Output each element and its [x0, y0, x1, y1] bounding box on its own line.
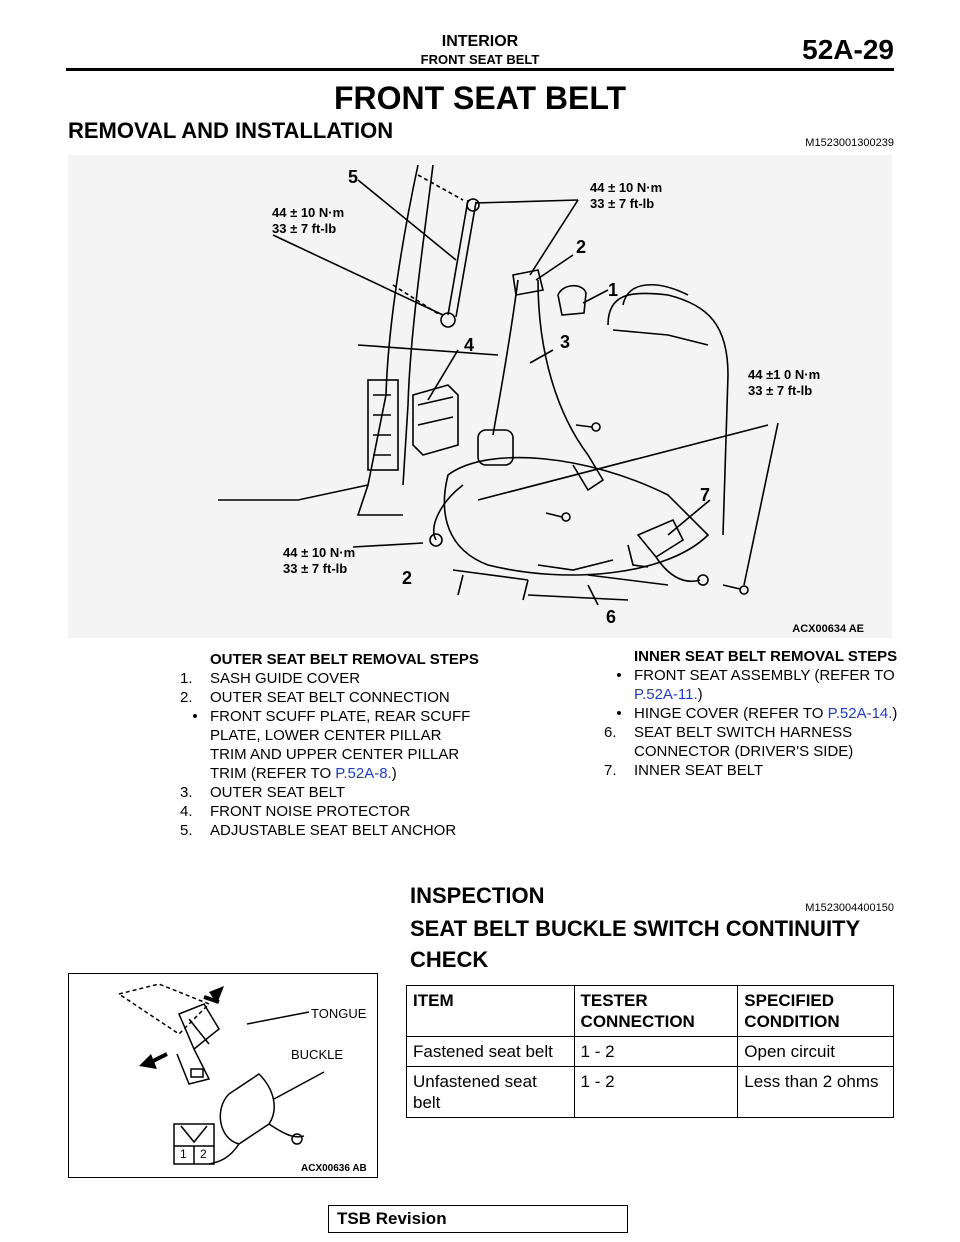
callout-5: 5 — [348, 167, 359, 187]
tsb-revision-box: TSB Revision — [328, 1205, 628, 1233]
continuity-check-heading: SEAT BELT BUCKLE SWITCH CONTINUITY CHECK — [410, 916, 860, 972]
pin-1-label: 1 — [180, 1147, 187, 1161]
list-item: • HINGE COVER (REFER TO P.52A-14.) — [616, 705, 898, 722]
page-title: FRONT SEAT BELT — [333, 80, 627, 116]
removal-heading: REMOVAL AND INSTALLATION — [68, 118, 394, 143]
callout-2-lower: 2 — [402, 568, 413, 588]
list-item: 1. SASH GUIDE COVER — [180, 670, 361, 687]
ref-link-52a-11[interactable]: P.52A-11. — [634, 686, 698, 703]
ref-link-52a-14[interactable]: P.52A-14. — [827, 705, 893, 722]
section-title: INTERIOR — [441, 33, 519, 50]
buckle-switch-diagram — [68, 973, 378, 1178]
inner-steps-list — [604, 647, 904, 780]
removal-diagram — [68, 155, 892, 638]
list-item: • FRONT SEAT ASSEMBLY (REFER TO P.52A-11.) — [616, 667, 895, 703]
torque-label-lap: 44 ± 10 N·m 33 ± 7 ft-lb — [283, 545, 356, 576]
list-item: 5. ADJUSTABLE SEAT BELT ANCHOR — [180, 822, 457, 839]
list-item: 3. OUTER SEAT BELT — [180, 784, 346, 801]
cell-condition: Less than 2 ohms — [738, 1067, 894, 1118]
table-row — [407, 1067, 894, 1118]
list-item: 6. SEAT BELT SWITCH HARNESS CONNECTOR (DRIVER'S SIDE) — [604, 724, 854, 760]
continuity-table — [406, 985, 894, 1118]
header-specified-condition: SPECIFIED CONDITION — [738, 986, 894, 1037]
list-item: 4. FRONT NOISE PROTECTOR — [180, 803, 411, 820]
callout-3: 3 — [560, 332, 571, 352]
cell-item: Unfastened seat belt — [407, 1067, 575, 1118]
figure-id-buckle: ACX00636 AB — [301, 1163, 367, 1174]
callout-7: 7 — [700, 485, 711, 505]
buckle-tongue-illustration — [69, 974, 377, 1177]
header-item: ITEM — [407, 986, 575, 1037]
buckle-label: BUCKLE — [291, 1047, 344, 1062]
inspection-code: M1523004400150 — [805, 902, 894, 914]
inspection-heading: INSPECTION — [410, 883, 545, 908]
list-item: 7. INNER SEAT BELT — [604, 762, 764, 779]
list-item: 2. OUTER SEAT BELT CONNECTION — [180, 689, 450, 706]
header-rule — [66, 68, 894, 71]
list-item: • FRONT SCUFF PLATE, REAR SCUFF PLATE, LOWER CENTER PILLAR TRIM AND UPPER CENTER PILLAR TRIM (REFER TO P.52A-8.) — [192, 708, 471, 782]
cell-condition: Open circuit — [738, 1037, 894, 1067]
callout-6: 6 — [606, 607, 617, 627]
ref-link-52a-8[interactable]: P.52A-8. — [335, 765, 392, 782]
callout-1: 1 — [608, 280, 619, 300]
table-row — [407, 1037, 894, 1067]
cell-item: Fastened seat belt — [407, 1037, 575, 1067]
torque-label-inner: 44 ±1 0 N·m 33 ± 7 ft-lb — [748, 367, 821, 398]
pin-2-label: 2 — [200, 1147, 207, 1161]
tongue-label: TONGUE — [311, 1006, 367, 1021]
section-subtitle: FRONT SEAT BELT — [420, 52, 540, 67]
outer-steps-list — [180, 650, 480, 840]
header-tester-connection: TESTER CONNECTION — [574, 986, 738, 1037]
cell-connection: 1 - 2 — [574, 1037, 738, 1067]
figure-id-removal: ACX00634 AE — [792, 623, 864, 635]
cell-connection: 1 - 2 — [574, 1067, 738, 1118]
torque-label-anchor-upper: 44 ± 10 N·m 33 ± 7 ft-lb — [272, 205, 345, 236]
torque-label-belt-upper: 44 ± 10 N·m 33 ± 7 ft-lb — [590, 180, 663, 211]
outer-steps-heading: OUTER SEAT BELT REMOVAL STEPS — [210, 651, 479, 668]
callout-2-upper: 2 — [576, 237, 587, 257]
removal-code: M1523001300239 — [805, 137, 894, 149]
table-header-row — [407, 986, 894, 1037]
page-number: 52A-29 — [802, 34, 894, 65]
inner-steps-heading: INNER SEAT BELT REMOVAL STEPS — [634, 648, 898, 665]
callout-4: 4 — [464, 335, 475, 355]
